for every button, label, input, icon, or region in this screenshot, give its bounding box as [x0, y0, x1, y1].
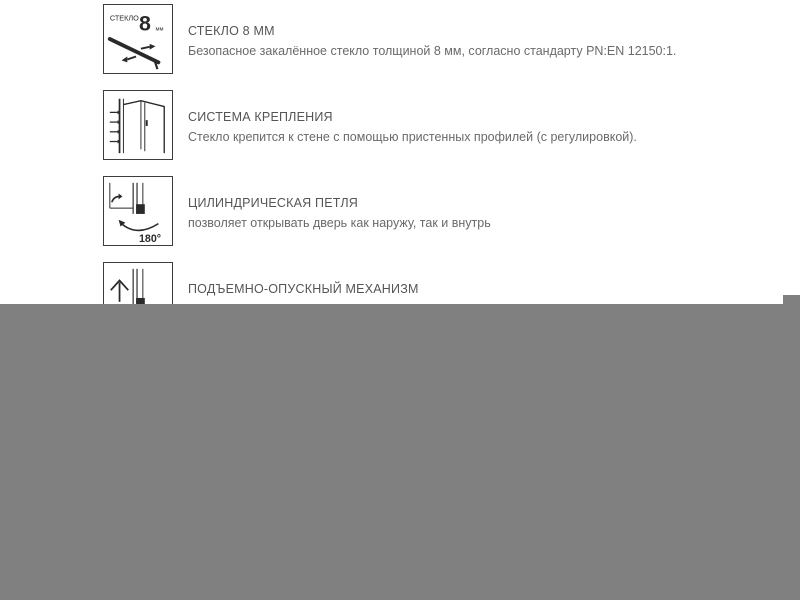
feature-description: Стекло крепится к стене с помощью пристенных профилей (с регулировкой).: [188, 130, 637, 144]
glass-thickness-icon: [103, 4, 173, 74]
feature-title: СИСТЕМА КРЕПЛЕНИЯ: [188, 110, 333, 124]
feature-title: ЦИЛИНДРИЧЕСКАЯ ПЕТЛЯ: [188, 196, 358, 210]
feature-item-lift: [103, 262, 783, 304]
feature-description: позволяет открывать дверь как наружу, так и внутрь: [188, 216, 491, 230]
feature-item-mounting: [103, 90, 783, 162]
feature-item-hinge: [103, 176, 783, 248]
icon-number: 8: [138, 11, 151, 36]
icon-unit: мм: [155, 26, 164, 33]
feature-title: СТЕКЛО 8 ММ: [188, 24, 275, 38]
feature-item-glass: [103, 4, 783, 76]
hinge-rotation-icon: [103, 176, 173, 246]
icon-angle: 180°: [138, 233, 162, 245]
gray-overlay: [0, 304, 800, 600]
feature-description: Безопасное закалённое стекло толщиной 8 мм, согласно стандарту PN:EN 12150:1.: [188, 44, 677, 58]
wall-mount-icon: [103, 90, 173, 160]
icon-label: СТЕКЛО: [109, 13, 139, 23]
feature-title: ПОДЪЕМНО-ОПУСКНЫЙ МЕХАНИЗМ: [188, 282, 419, 296]
lift-mechanism-icon: [103, 262, 173, 304]
